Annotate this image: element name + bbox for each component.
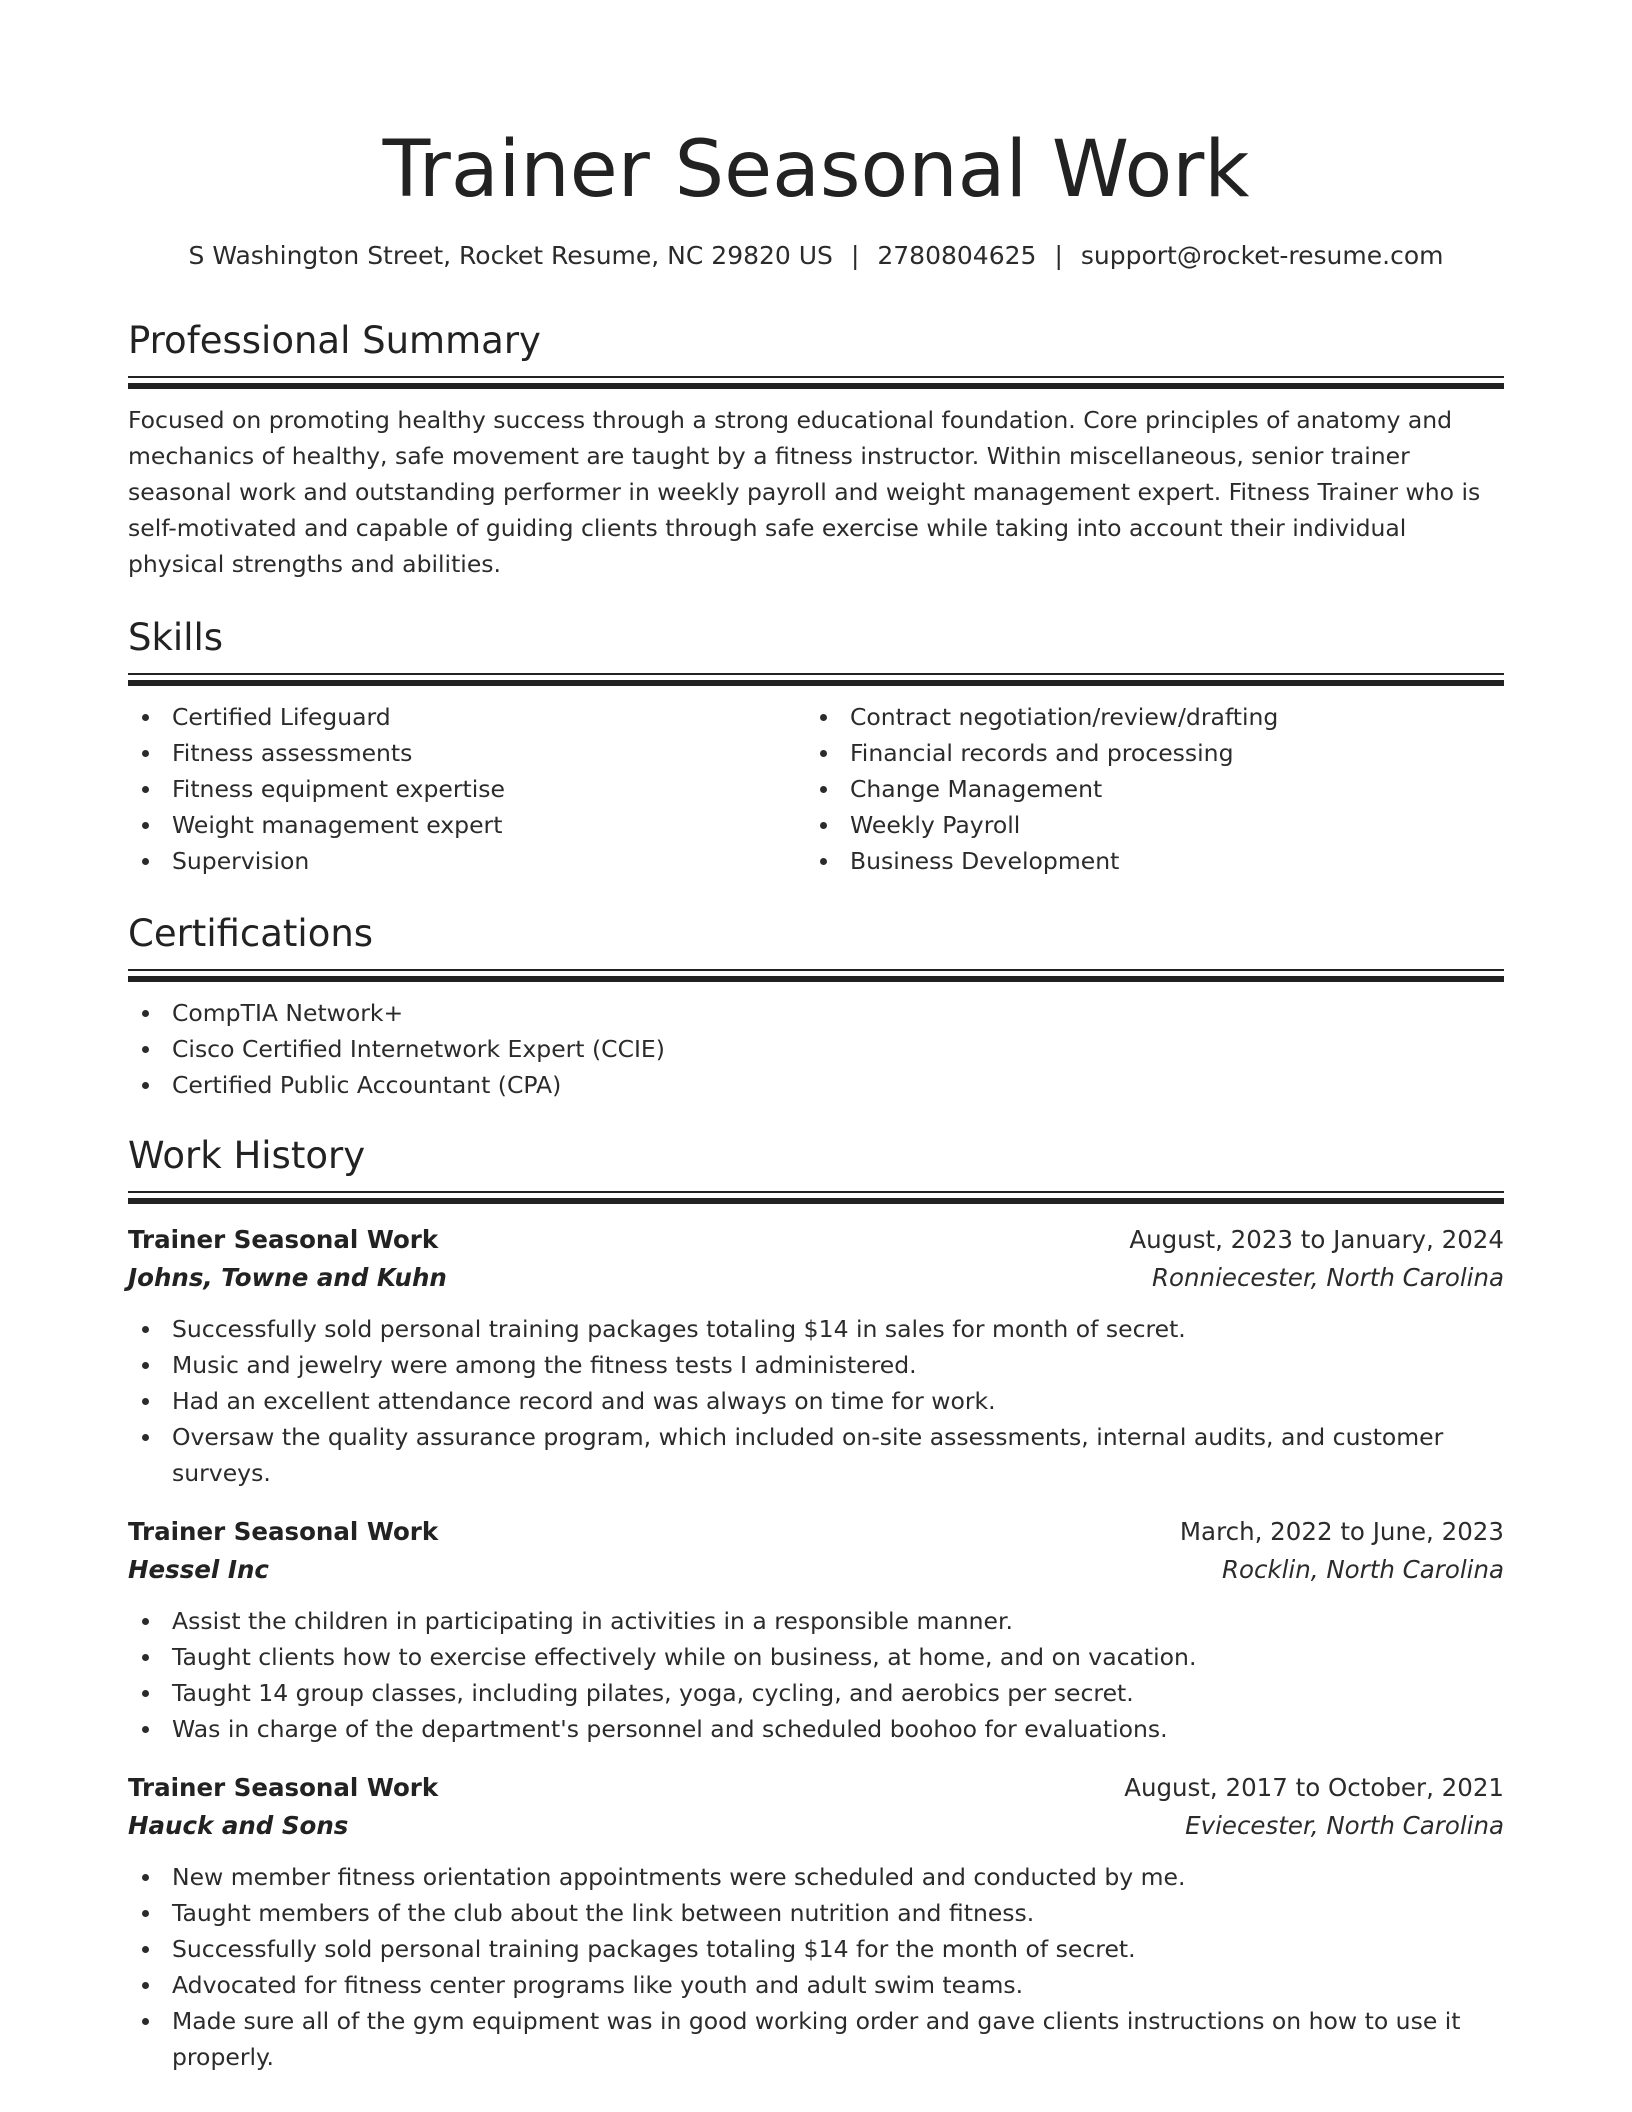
contact-separator: | [1054,241,1063,270]
job-company-row [128,1807,1504,1845]
job-company-row [128,1551,1504,1589]
section-title-certifications: Certifications [128,912,374,955]
job-bullet: Had an excellent attendance record and was always on time for work. [128,1383,1504,1419]
section-divider [128,969,1504,981]
job-bullet: Taught 14 group classes, including pilates, yoga, cycling, and aerobics per secret. [128,1675,1504,1711]
skill-item: Supervision [128,843,806,879]
skill-item: Fitness assessments [128,735,806,771]
job-entry [128,1221,1504,1491]
skills-list-right [806,699,1484,879]
job-bullets [128,1859,1504,2075]
skill-item: Weight management expert [128,807,806,843]
job-header-row [128,1513,1504,1551]
contact-separator: | [850,241,860,270]
section-divider [128,1191,1504,1203]
job-bullets [128,1603,1504,1747]
job-bullet: Was in charge of the department's personnel and scheduled boohoo for evaluations. [128,1711,1504,1747]
job-dates: August, 2023 to January, 2024 [1129,1225,1504,1254]
contact-email: support@rocket-resume.com [1080,241,1444,270]
job-entry [128,1513,1504,1747]
job-title: Trainer Seasonal Work [128,1517,439,1546]
job-bullet: Taught members of the club about the link between nutrition and fitness. [128,1895,1504,1931]
job-bullets [128,1311,1504,1491]
section-title-skills: Skills [128,616,224,659]
contact-phone: 2780804625 [877,241,1037,270]
job-location: Ronniecester, North Carolina [1152,1263,1504,1292]
summary-text: Focused on promoting healthy success through a strong educational foundation. Core principles of anatomy and mechanics of healthy, safe movement are taught by a fitness instructor. Within miscellaneous, senior trainer seasonal work and outstanding performer in weekly payroll and weight management expert. Fitness Trainer who is self-motivated and capable of guiding clients through safe exercise while taking into account their individual physical strengths and abilities. [128,406,1481,578]
job-header-row [128,1221,1504,1259]
certifications-section [128,911,1504,1103]
job-company: Hessel Inc [128,1555,269,1584]
skills-columns [128,699,1504,879]
job-title: Trainer Seasonal Work [128,1225,439,1254]
skill-item: Fitness equipment expertise [128,771,806,807]
certifications-list [128,995,1504,1103]
skill-item: Business Development [806,843,1484,879]
job-company: Hauck and Sons [128,1811,349,1840]
job-dates: March, 2022 to June, 2023 [1179,1517,1504,1546]
job-bullet: Successfully sold personal training packages totaling $14 for the month of secret. [128,1931,1504,1967]
skill-item: Financial records and processing [806,735,1484,771]
job-location: Eviecester, North Carolina [1185,1811,1504,1840]
job-bullet: Music and jewelry were among the fitness tests I administered. [128,1347,1504,1383]
job-company-row [128,1259,1504,1297]
job-bullet: Advocated for fitness center programs like youth and adult swim teams. [128,1967,1504,2003]
job-company: Johns, Towne and Kuhn [128,1263,447,1292]
job-bullet: Oversaw the quality assurance program, which included on-site assessments, internal audits, and customer surveys. [128,1419,1504,1491]
job-bullet: New member fitness orientation appointments were scheduled and conducted by me. [128,1859,1504,1895]
skills-column-right [806,699,1484,879]
job-bullet: Taught clients how to exercise effectively while on business, at home, and on vacation. [128,1639,1504,1675]
job-dates: August, 2017 to October, 2021 [1124,1773,1504,1802]
section-divider [128,376,1504,388]
job-location: Rocklin, North Carolina [1221,1555,1504,1584]
contact-line [128,238,1504,274]
work-history-section [128,1133,1504,2075]
certification-item: CompTIA Network+ [128,995,1504,1031]
job-bullet: Made sure all of the gym equipment was in good working order and gave clients instructions on how to use it properly. [128,2003,1504,2075]
skill-item: Weekly Payroll [806,807,1484,843]
skill-item: Contract negotiation/review/drafting [806,699,1484,735]
job-entry [128,1769,1504,2075]
skill-item: Change Management [806,771,1484,807]
section-title-work-history: Work History [128,1134,366,1177]
skills-section [128,615,1504,879]
job-bullet: Successfully sold personal training packages totaling $14 in sales for month of secret. [128,1311,1504,1347]
certification-item: Certified Public Accountant (CPA) [128,1067,1504,1103]
job-bullet: Assist the children in participating in activities in a responsible manner. [128,1603,1504,1639]
job-title: Trainer Seasonal Work [128,1773,439,1802]
candidate-name: Trainer Seasonal Work [382,125,1250,215]
skills-list-left [128,699,806,879]
certification-item: Cisco Certified Internetwork Expert (CCIE) [128,1031,1504,1067]
skills-column-left [128,699,806,879]
contact-address: S Washington Street, Rocket Resume, NC 29820 US [188,241,833,270]
job-header-row [128,1769,1504,1807]
section-divider [128,673,1504,685]
summary-section [128,318,1504,582]
section-title-summary: Professional Summary [128,319,541,362]
skill-item: Certified Lifeguard [128,699,806,735]
